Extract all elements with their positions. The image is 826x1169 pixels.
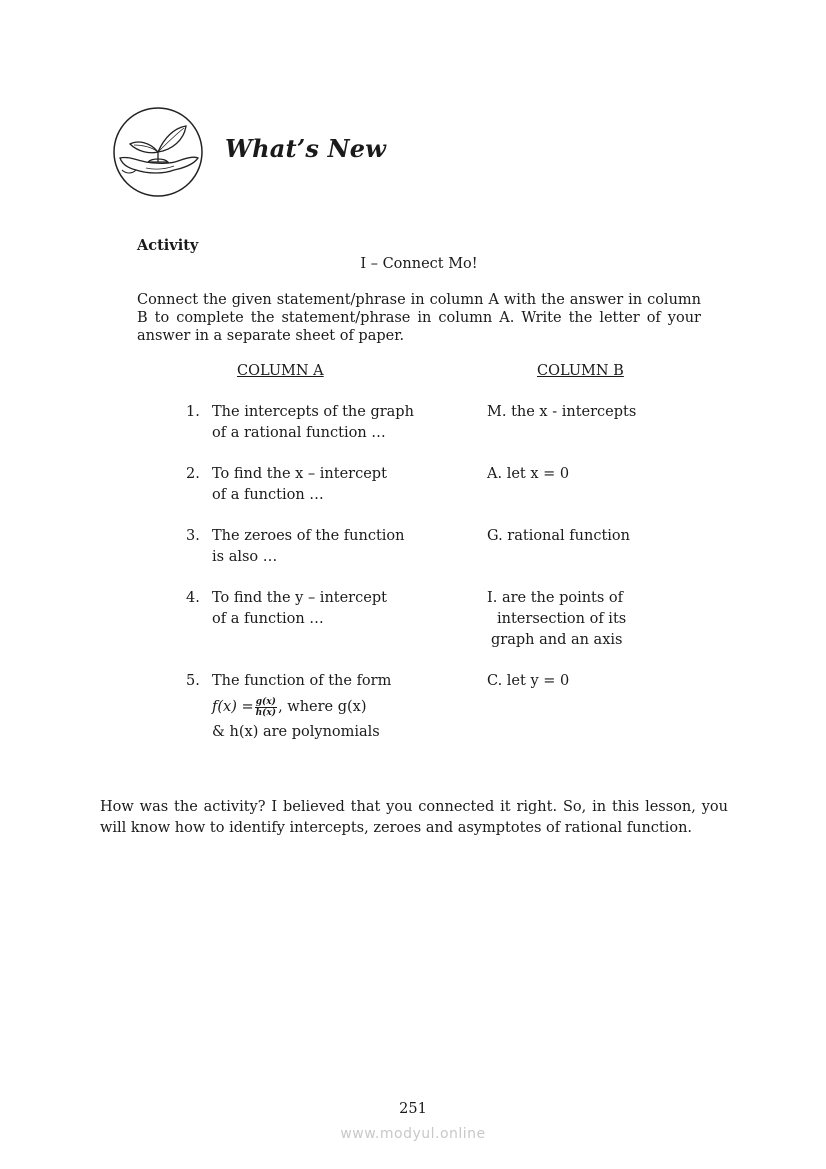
section-title: What’s New [225,134,387,163]
statement-line: of a function … [212,487,324,503]
answer-line: graph and an axis [491,632,623,648]
statement-line: To find the y – intercept [212,590,387,606]
match-item-4 [0,588,826,654]
column-a-statement [212,402,462,444]
answer-line: A. let x = 0 [487,466,570,482]
statement-line: The intercepts of the graph [212,404,414,420]
column-a-statement [212,588,462,630]
activity-label: Activity [137,237,199,254]
column-a-statement [212,671,462,743]
item-number: 5. [186,673,200,689]
answer-line: C. let y = 0 [487,673,570,689]
statement-line: The function of the form [212,673,392,689]
answer-line: intersection of its [497,611,627,627]
hand-with-seedling-icon [112,106,204,198]
column-a-statement [212,526,462,568]
page-number: 251 [399,1101,427,1117]
formula-numerator: g(x) [255,696,276,707]
answer-line: G. rational function [487,528,630,544]
column-a-statement [212,464,462,506]
column-a-header: COLUMN A [237,363,324,379]
item-number: 3. [186,528,200,544]
item-number: 4. [186,590,200,606]
watermark: www.modyul.online [340,1126,486,1142]
match-item-5 [0,671,826,751]
column-b-answer [487,464,687,485]
statement-line: The zeroes of the function [212,528,405,544]
activity-subtitle: I – Connect Mo! [360,256,478,272]
statement-line: & h(x) are polynomials [212,724,380,740]
answer-line: I. are the points of [487,590,624,606]
match-item-1 [0,402,826,446]
formula-fraction [255,697,277,718]
closing-paragraph: How was the activity? I believed that you connected it right. So, in this lesson, you will know how to identify intercepts, zeroes and asymptotes of rational function. [100,799,728,836]
match-item-3 [0,526,826,570]
answer-line: M. the x - intercepts [487,404,637,420]
statement-line: of a rational function … [212,425,386,441]
activity-instructions: Connect the given statement/phrase in column A with the answer in column B to complete the statement/phrase in column A. Write the letter of your answer in a separate sheet of paper. [137,292,701,344]
match-item-2 [0,464,826,508]
statement-line: is also … [212,549,278,565]
statement-line: of a function … [212,611,324,627]
item-number: 1. [186,404,200,420]
statement-line: To find the x – intercept [212,466,387,482]
formula-line [212,692,462,722]
item-number: 2. [186,466,200,482]
formula-tail: , where g(x) [278,699,367,715]
formula-lhs: f(x) = [212,699,254,715]
column-b-answer [487,526,687,547]
column-b-header: COLUMN B [537,363,624,379]
column-b-answer [487,588,687,651]
formula-denominator: h(x) [255,707,277,718]
column-b-answer [487,402,687,423]
column-b-answer [487,671,687,692]
